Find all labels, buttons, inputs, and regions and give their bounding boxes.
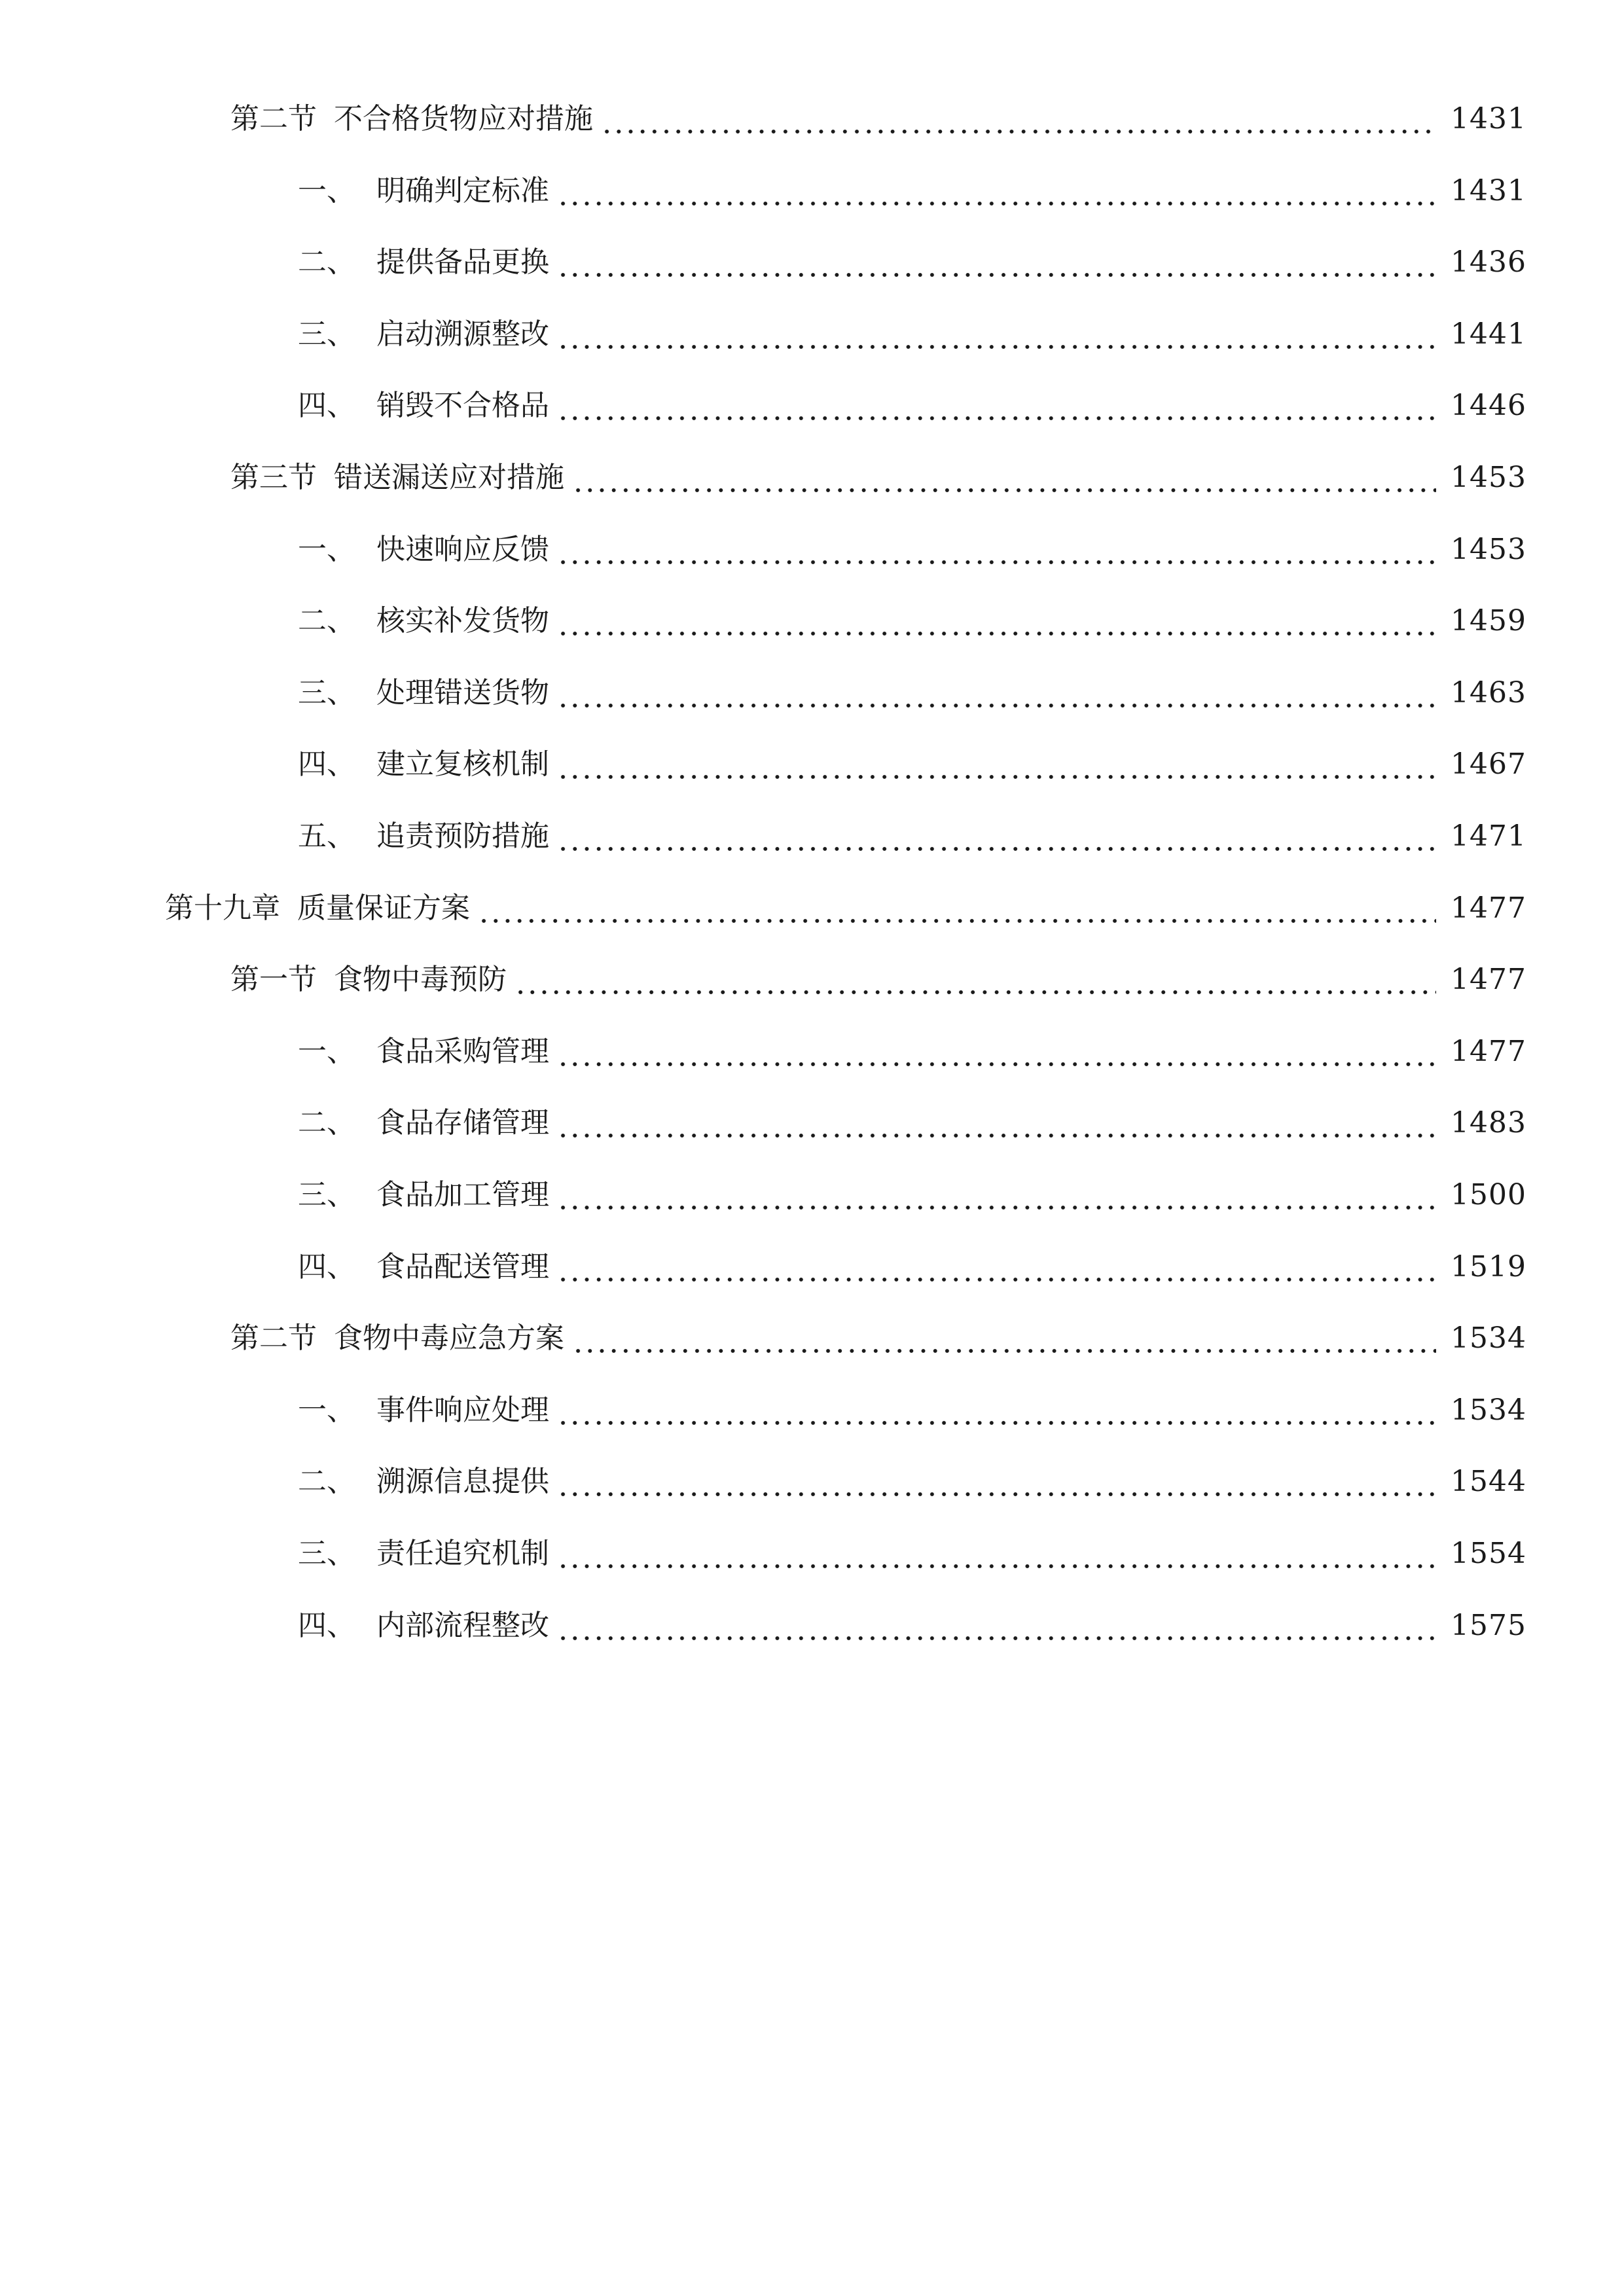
entry-prefix: 一、	[298, 1393, 355, 1427]
entry-title: 提供备品更换	[376, 245, 549, 279]
toc-entry[interactable]	[0, 667, 1624, 719]
entry-label	[298, 1456, 549, 1508]
dot-leader	[557, 1384, 1436, 1437]
entry-title: 溯源信息提供	[376, 1465, 549, 1498]
entry-label	[298, 165, 549, 217]
toc-entry[interactable]	[0, 380, 1624, 432]
entry-prefix: 二、	[298, 1465, 355, 1498]
entry-prefix: 一、	[298, 533, 355, 566]
page-number: 1477	[1451, 963, 1526, 996]
dot-leader	[557, 1528, 1436, 1580]
page-number: 1477	[1451, 891, 1526, 925]
toc-entry[interactable]	[0, 882, 1624, 935]
entry-title: 销毁不合格品	[376, 389, 549, 422]
entry-prefix: 四、	[298, 747, 355, 781]
entry-prefix: 四、	[298, 1250, 355, 1283]
entry-title: 质量保证方案	[297, 891, 470, 925]
page-number: 1467	[1451, 747, 1526, 781]
toc-entry[interactable]	[0, 1528, 1624, 1580]
entry-prefix: 三、	[298, 1537, 355, 1570]
entry-label	[298, 810, 549, 863]
page-number: 1554	[1451, 1537, 1526, 1570]
toc-entry[interactable]	[0, 165, 1624, 217]
entry-title: 处理错送货物	[376, 676, 549, 709]
entry-title: 明确判定标准	[376, 174, 549, 207]
toc-entry[interactable]	[0, 452, 1624, 504]
entry-prefix: 三、	[298, 317, 355, 351]
entry-prefix: 第三节	[230, 461, 317, 494]
dot-leader	[557, 165, 1436, 217]
entry-prefix: 五、	[298, 819, 355, 853]
entry-title: 食品配送管理	[376, 1250, 549, 1283]
dot-leader	[557, 380, 1436, 432]
dot-leader	[557, 1097, 1436, 1149]
entry-label	[298, 1528, 549, 1580]
page-number: 1500	[1451, 1178, 1526, 1211]
entry-prefix: 四、	[298, 1609, 355, 1642]
dot-leader	[601, 93, 1436, 145]
toc-entry[interactable]	[0, 595, 1624, 647]
entry-title: 内部流程整改	[376, 1609, 549, 1642]
page-number: 1483	[1451, 1106, 1526, 1139]
page-number: 1431	[1451, 174, 1526, 207]
entry-label	[230, 452, 564, 504]
entry-prefix: 第二节	[230, 1321, 317, 1355]
page-number: 1463	[1451, 676, 1526, 709]
toc-entry[interactable]	[0, 524, 1624, 576]
toc-entry[interactable]	[0, 308, 1624, 361]
page-number: 1446	[1451, 389, 1526, 422]
page-number: 1534	[1451, 1321, 1526, 1355]
entry-label	[298, 1169, 549, 1221]
dot-leader	[557, 524, 1436, 576]
dot-leader	[572, 1312, 1436, 1365]
dot-leader	[557, 1169, 1436, 1221]
entry-label	[298, 524, 549, 576]
entry-title: 核实补发货物	[376, 604, 549, 637]
toc-entry[interactable]	[0, 236, 1624, 289]
entry-title: 食品采购管理	[376, 1035, 549, 1068]
dot-leader	[557, 1600, 1436, 1652]
entry-prefix: 二、	[298, 245, 355, 279]
dot-leader	[557, 1456, 1436, 1508]
toc-entry[interactable]	[0, 1241, 1624, 1293]
toc-entry[interactable]	[0, 1384, 1624, 1437]
entry-prefix: 三、	[298, 676, 355, 709]
entry-label	[230, 93, 593, 145]
toc-entry[interactable]	[0, 810, 1624, 863]
entry-label	[230, 954, 507, 1006]
page-number: 1575	[1451, 1609, 1526, 1642]
dot-leader	[478, 882, 1436, 935]
entry-title: 责任追究机制	[376, 1537, 549, 1570]
toc-entry[interactable]	[0, 954, 1624, 1006]
entry-label	[298, 738, 549, 791]
page-number: 1441	[1451, 317, 1526, 351]
entry-prefix: 三、	[298, 1178, 355, 1211]
entry-label	[230, 1312, 564, 1365]
page-number: 1477	[1451, 1035, 1526, 1068]
toc-entry[interactable]	[0, 93, 1624, 145]
entry-title: 启动溯源整改	[376, 317, 549, 351]
page-number: 1534	[1451, 1393, 1526, 1427]
entry-title: 食物中毒预防	[334, 963, 507, 996]
entry-title: 快速响应反馈	[376, 533, 549, 566]
entry-label	[298, 1241, 549, 1293]
entry-label	[298, 595, 549, 647]
entry-label	[298, 236, 549, 289]
toc-entry[interactable]	[0, 1600, 1624, 1652]
entry-label	[298, 308, 549, 361]
dot-leader	[557, 236, 1436, 289]
entry-title: 食物中毒应急方案	[334, 1321, 564, 1355]
entry-label	[298, 1384, 549, 1437]
entry-label	[298, 1097, 549, 1149]
entry-title: 食品加工管理	[376, 1178, 549, 1211]
page-number: 1544	[1451, 1465, 1526, 1498]
page-number: 1453	[1451, 533, 1526, 566]
toc-entry[interactable]	[0, 1169, 1624, 1221]
dot-leader	[557, 667, 1436, 719]
page-number: 1459	[1451, 604, 1526, 637]
dot-leader	[572, 452, 1436, 504]
dot-leader	[557, 810, 1436, 863]
toc-entry[interactable]	[0, 1456, 1624, 1508]
entry-prefix: 四、	[298, 389, 355, 422]
dot-leader	[514, 954, 1436, 1006]
entry-title: 追责预防措施	[376, 819, 549, 853]
entry-label	[298, 1600, 549, 1652]
toc-entry[interactable]	[0, 1026, 1624, 1078]
entry-prefix: 一、	[298, 1035, 355, 1068]
toc-entry[interactable]	[0, 1097, 1624, 1149]
entry-prefix: 第二节	[230, 102, 317, 135]
page-number: 1431	[1451, 102, 1526, 135]
entry-prefix: 二、	[298, 604, 355, 637]
entry-prefix: 第一节	[230, 963, 317, 996]
entry-prefix: 二、	[298, 1106, 355, 1139]
page-number: 1519	[1451, 1250, 1526, 1283]
entry-label	[165, 882, 470, 935]
page-number: 1471	[1451, 819, 1526, 853]
entry-label	[298, 667, 549, 719]
entry-title: 不合格货物应对措施	[334, 102, 593, 135]
entry-title: 事件响应处理	[376, 1393, 549, 1427]
dot-leader	[557, 1026, 1436, 1078]
page-number: 1453	[1451, 461, 1526, 494]
entry-title: 错送漏送应对措施	[334, 461, 564, 494]
dot-leader	[557, 595, 1436, 647]
entry-prefix: 一、	[298, 174, 355, 207]
entry-label	[298, 1026, 549, 1078]
entry-title: 食品存储管理	[376, 1106, 549, 1139]
dot-leader	[557, 738, 1436, 791]
dot-leader	[557, 1241, 1436, 1293]
entry-prefix: 第十九章	[165, 891, 280, 925]
entry-title: 建立复核机制	[376, 747, 549, 781]
page-number: 1436	[1451, 245, 1526, 279]
toc-entry[interactable]	[0, 738, 1624, 791]
entry-label	[298, 380, 549, 432]
toc-entry[interactable]	[0, 1312, 1624, 1365]
dot-leader	[557, 308, 1436, 361]
